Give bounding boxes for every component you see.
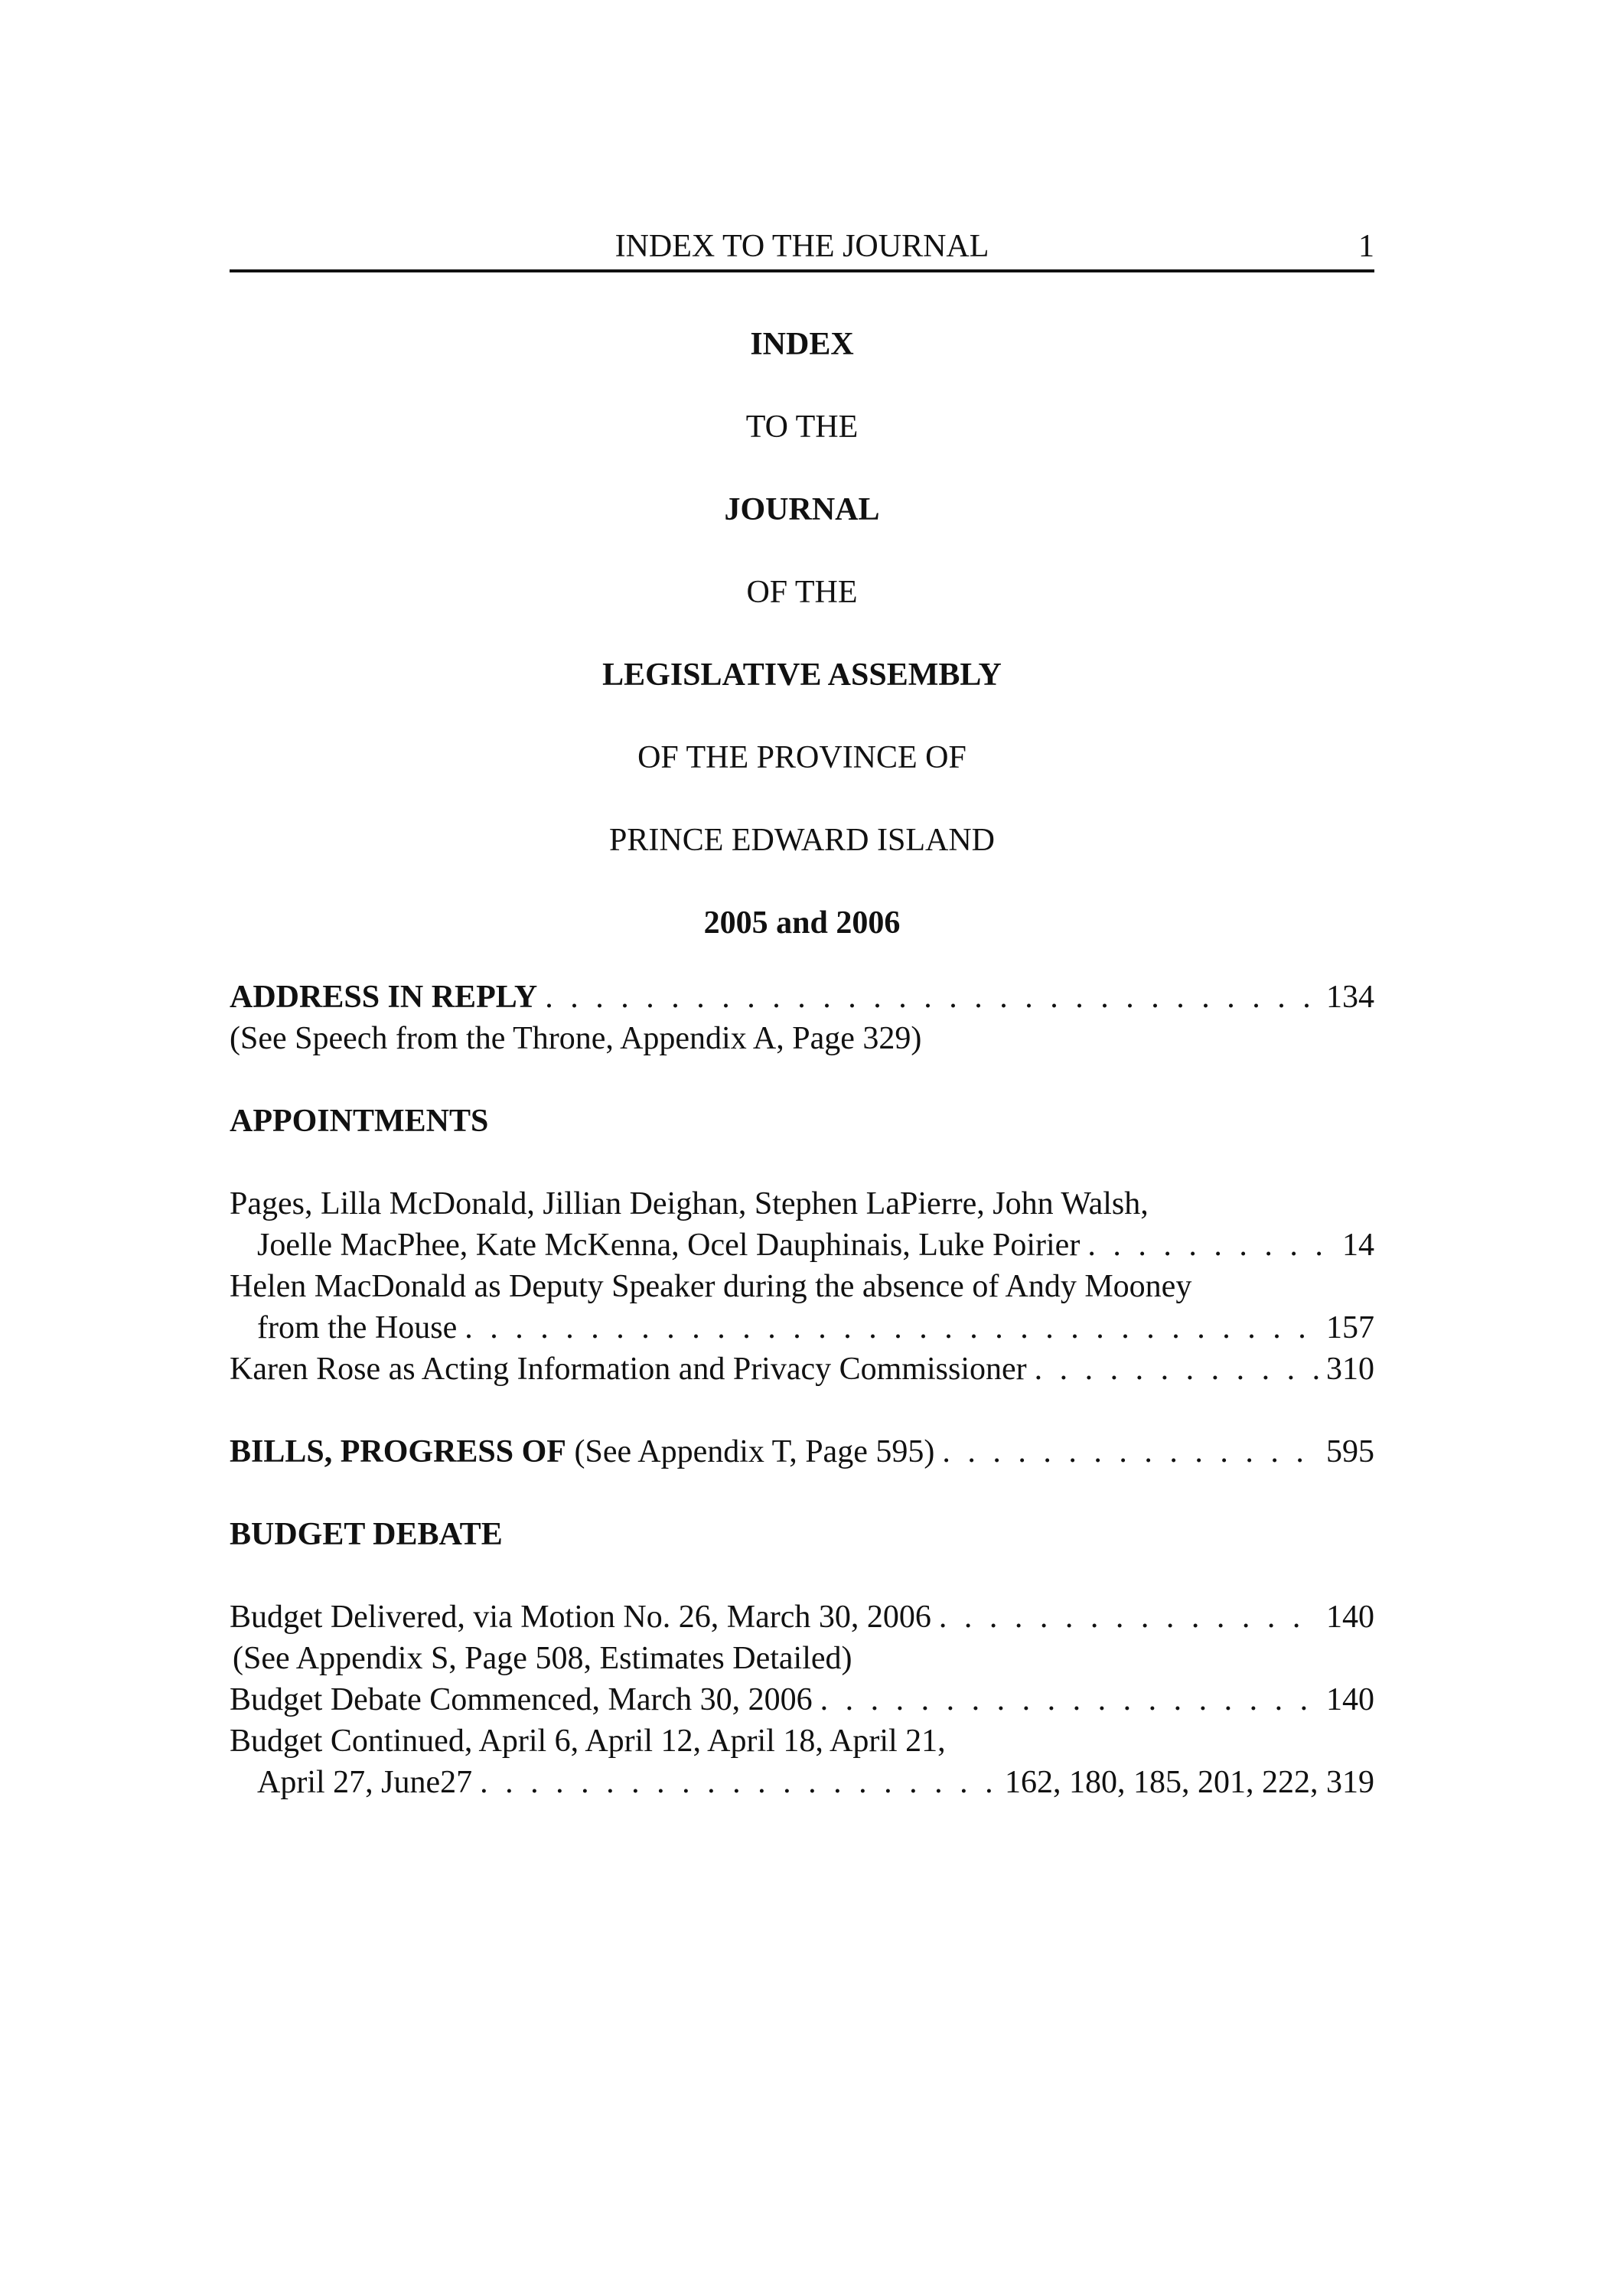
appointment-pages-line1: Pages, Lilla McDonald, Jillian Deighan, Stephen LaPierre, John Walsh, [230,1186,1149,1221]
entry-bills-progress [230,1431,1374,1473]
page-ref: 310 [1326,1352,1374,1387]
heading-appointments: APPOINTMENTS [230,1104,489,1139]
entry-text: Budget Delivered, via Motion No. 26, March 30, 2006 [230,1600,931,1635]
page-ref: 14 [1342,1228,1374,1263]
title-journal: JOURNAL [724,492,880,527]
page-ref: 140 [1326,1600,1374,1635]
entry-address-in-reply [230,977,1374,1018]
title-index: INDEX [750,327,854,362]
title-province-of: OF THE PROVINCE OF [637,740,966,775]
budget-continued-line2 [230,1762,1374,1803]
dot-leader [1035,1349,1319,1390]
title-to-the: TO THE [745,409,859,445]
dot-leader [545,977,1319,1018]
title-of-the: OF THE [746,575,858,610]
dot-leader [1087,1225,1335,1266]
title-block [230,303,1374,964]
running-head-title: INDEX TO THE JOURNAL [614,229,989,264]
page-ref: 134 [1326,980,1374,1015]
index-entries [230,977,1374,1803]
dot-leader [942,1431,1319,1473]
budget-continued-line1: Budget Continued, April 6, April 12, April 18, April 21, [230,1724,946,1759]
budget-commenced [230,1679,1374,1720]
heading-bills-progress: BILLS, PROGRESS OF [230,1434,566,1469]
page-ref: 140 [1326,1682,1374,1717]
heading-budget-debate: BUDGET DEBATE [230,1517,503,1552]
dot-leader [820,1679,1319,1720]
page-ref: 595 [1326,1434,1374,1469]
title-years: 2005 and 2006 [703,905,901,941]
page-ref: 157 [1326,1310,1374,1345]
address-in-reply-note: (See Speech from the Throne, Appendix A, Page 329) [230,1021,922,1056]
entry-text: Joelle MacPhee, Kate McKenna, Ocel Dauphinais, Luke Poirier [257,1228,1081,1263]
budget-delivered-note: (See Appendix S, Page 508, Estimates Detailed) [233,1641,852,1676]
running-head [230,223,1374,272]
budget-delivered [230,1596,1374,1638]
title-legislative-assembly: LEGISLATIVE ASSEMBLY [602,657,1002,693]
appointment-pages-line2 [230,1225,1374,1266]
bills-note: (See Appendix T, Page 595) [574,1434,935,1469]
entry-text: Budget Debate Commenced, March 30, 2006 [230,1682,813,1717]
appointment-deputy-line1: Helen MacDonald as Deputy Speaker during the absence of Andy Mooney [230,1269,1192,1304]
entry-text: Karen Rose as Acting Information and Privacy Commissioner [230,1352,1027,1387]
entry-text [230,1431,934,1473]
entry-text: April 27, June27 [257,1765,473,1800]
dot-leader [480,1762,997,1803]
title-pei: PRINCE EDWARD ISLAND [609,823,995,858]
dot-leader [939,1596,1319,1638]
entry-text: from the House [257,1310,458,1345]
dot-leader [464,1307,1319,1349]
appointment-commissioner [230,1349,1374,1390]
page-content [230,223,1374,1803]
page-number: 1 [1358,229,1374,264]
heading-address-in-reply: ADDRESS IN REPLY [230,980,538,1015]
page-ref: 162, 180, 185, 201, 222, 319 [1005,1765,1374,1800]
appointment-deputy-line2 [230,1307,1374,1349]
